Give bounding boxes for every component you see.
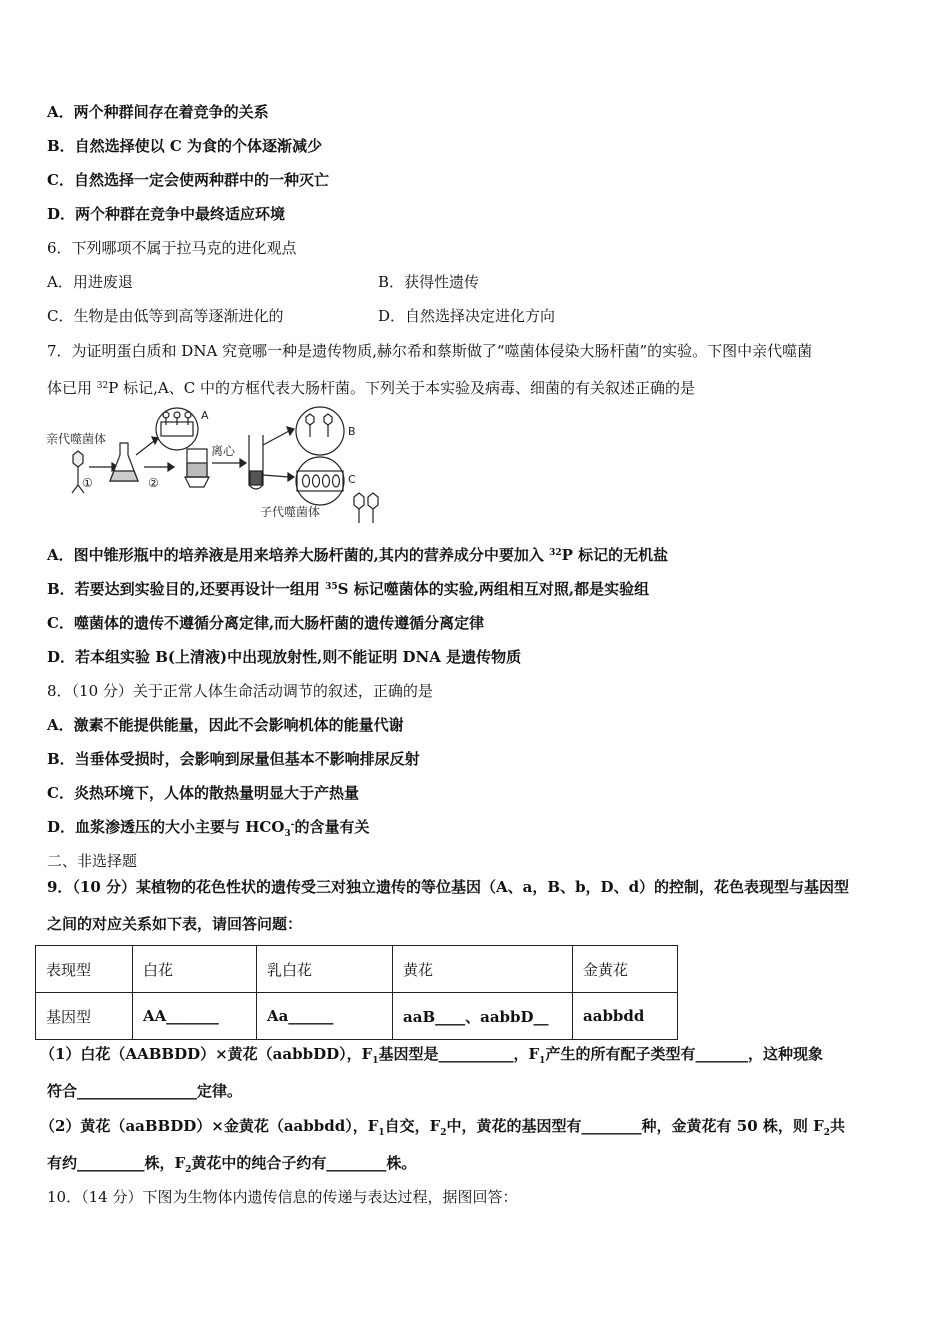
q7-option-b: B．若要达到实验目的,还要再设计一组用 $^{35}$S 标记噬菌体的实验,两组相互对照,都是实验组	[47, 580, 650, 598]
table-cell: AA_______	[133, 993, 257, 1040]
table-cell: Aa______	[257, 993, 393, 1040]
offspring-phage-label: 子代噬菌体	[260, 505, 321, 519]
q9-stem-line2: 之间的对应关系如下表，请回答问题：	[47, 915, 303, 933]
q6-option-c: C．生物是由低等到高等逐渐进化的	[47, 307, 284, 325]
q9-stem-line1: 9．（10 分）某植物的花色性状的遗传受三对独立遗传的等位基因（A、a，B、b，D、d）的控制，花色表现型与基因型	[47, 878, 850, 896]
circle-a	[156, 408, 198, 450]
table-cell: aabbdd	[573, 993, 678, 1040]
table-cell: 表现型	[36, 946, 133, 993]
label-c: C	[348, 473, 356, 486]
table-cell: 黄花	[393, 946, 573, 993]
q8-stem: 8．（10 分）关于正常人体生命活动调节的叙述，正确的是	[47, 682, 433, 700]
table-row	[36, 993, 678, 1040]
svg-text:②: ②	[148, 476, 159, 490]
svg-text:①: ①	[82, 476, 93, 490]
q6-option-b: B．获得性遗传	[378, 273, 480, 291]
q5-option-b: B．自然选择使以 C 为食的个体逐渐减少	[47, 137, 323, 155]
phage-experiment-figure	[44, 405, 389, 530]
q9-part1-line2: 符合________________定律。	[47, 1082, 243, 1100]
q9-part1-line1: （1）白花（AABBDD）×黄花（aabbDD），$F_1$基因型是__________，$F_1$产生的所有配子类型有_______，这种现象	[40, 1045, 823, 1066]
q9-part2-line1: （2）黄花（aaBBDD）×金黄花（aabbdd），$F_1$自交，$F_2$中，黄花的基因型有________种，金黄花有 50 株，则 $F_2$共	[40, 1117, 846, 1138]
q6-stem: 6．下列哪项不属于拉马克的进化观点	[47, 239, 297, 257]
circle-b	[296, 407, 344, 455]
flask-icon	[110, 443, 138, 481]
table-cell: 白花	[133, 946, 257, 993]
table-cell: 金黄花	[573, 946, 678, 993]
q10-stem: 10．（14 分）下图为生物体内遗传信息的传递与表达过程，据图回答：	[47, 1188, 518, 1206]
q7-stem-line2: 体已用 $^{32}$P 标记,A、C 中的方框代表大肠杆菌。下列关于本实验及病毒、细菌的有关叙述正确的是	[47, 379, 695, 397]
section-heading: 二、非选择题	[47, 852, 138, 870]
label-b: B	[348, 425, 356, 438]
label-a: A	[201, 409, 209, 422]
q8-option-d: D．血浆渗透压的大小主要与 $HCO_3^-$的含量有关	[47, 818, 370, 839]
q7-option-c: C．噬菌体的遗传不遵循分离定律,而大肠杆菌的遗传遵循分离定律	[47, 614, 485, 632]
q9-part2-line2: 有约_________株，$F_2$黄花中的纯合子约有________株。	[47, 1154, 417, 1175]
q5-option-d: D．两个种群在竞争中最终适应环境	[47, 205, 286, 223]
q5-option-a: A．两个种群间存在着竞争的关系	[47, 103, 269, 121]
q7-option-a: A．图中锥形瓶中的培养液是用来培养大肠杆菌的,其内的营养成分中要加入 $^{32}$P 标记的无机盐	[47, 546, 669, 564]
table-cell: 基因型	[36, 993, 133, 1040]
q7-stem-line1: 7．为证明蛋白质和 DNA 究竟哪一种是遗传物质,赫尔希和蔡斯做了“噬菌体侵染大肠杆菌”的实验。下图中亲代噬菌	[47, 342, 813, 360]
q8-option-c: C．炎热环境下，人体的散热量明显大于产热量	[47, 784, 359, 802]
table-row	[36, 946, 678, 993]
q6-option-a: A．用进废退	[47, 273, 133, 291]
q5-option-c: C．自然选择一定会使两种群中的一种灭亡	[47, 171, 329, 189]
svg-text:离心: 离心	[211, 444, 236, 458]
offspring-phage-icon	[354, 493, 378, 523]
phenotype-genotype-table	[35, 945, 678, 1040]
q8-option-b: B．当垂体受损时，会影响到尿量但基本不影响排尿反射	[47, 750, 420, 768]
parent-phage-label: 亲代噬菌体	[46, 432, 107, 446]
table-cell: aaB____、aabbD__	[393, 993, 573, 1040]
q6-option-d: D．自然选择决定进化方向	[378, 307, 556, 325]
q8-option-a: A．激素不能提供能量，因此不会影响机体的能量代谢	[47, 716, 404, 734]
q7-option-d: D．若本组实验 B(上清液)中出现放射性,则不能证明 DNA 是遗传物质	[47, 648, 522, 666]
table-cell: 乳白花	[257, 946, 393, 993]
